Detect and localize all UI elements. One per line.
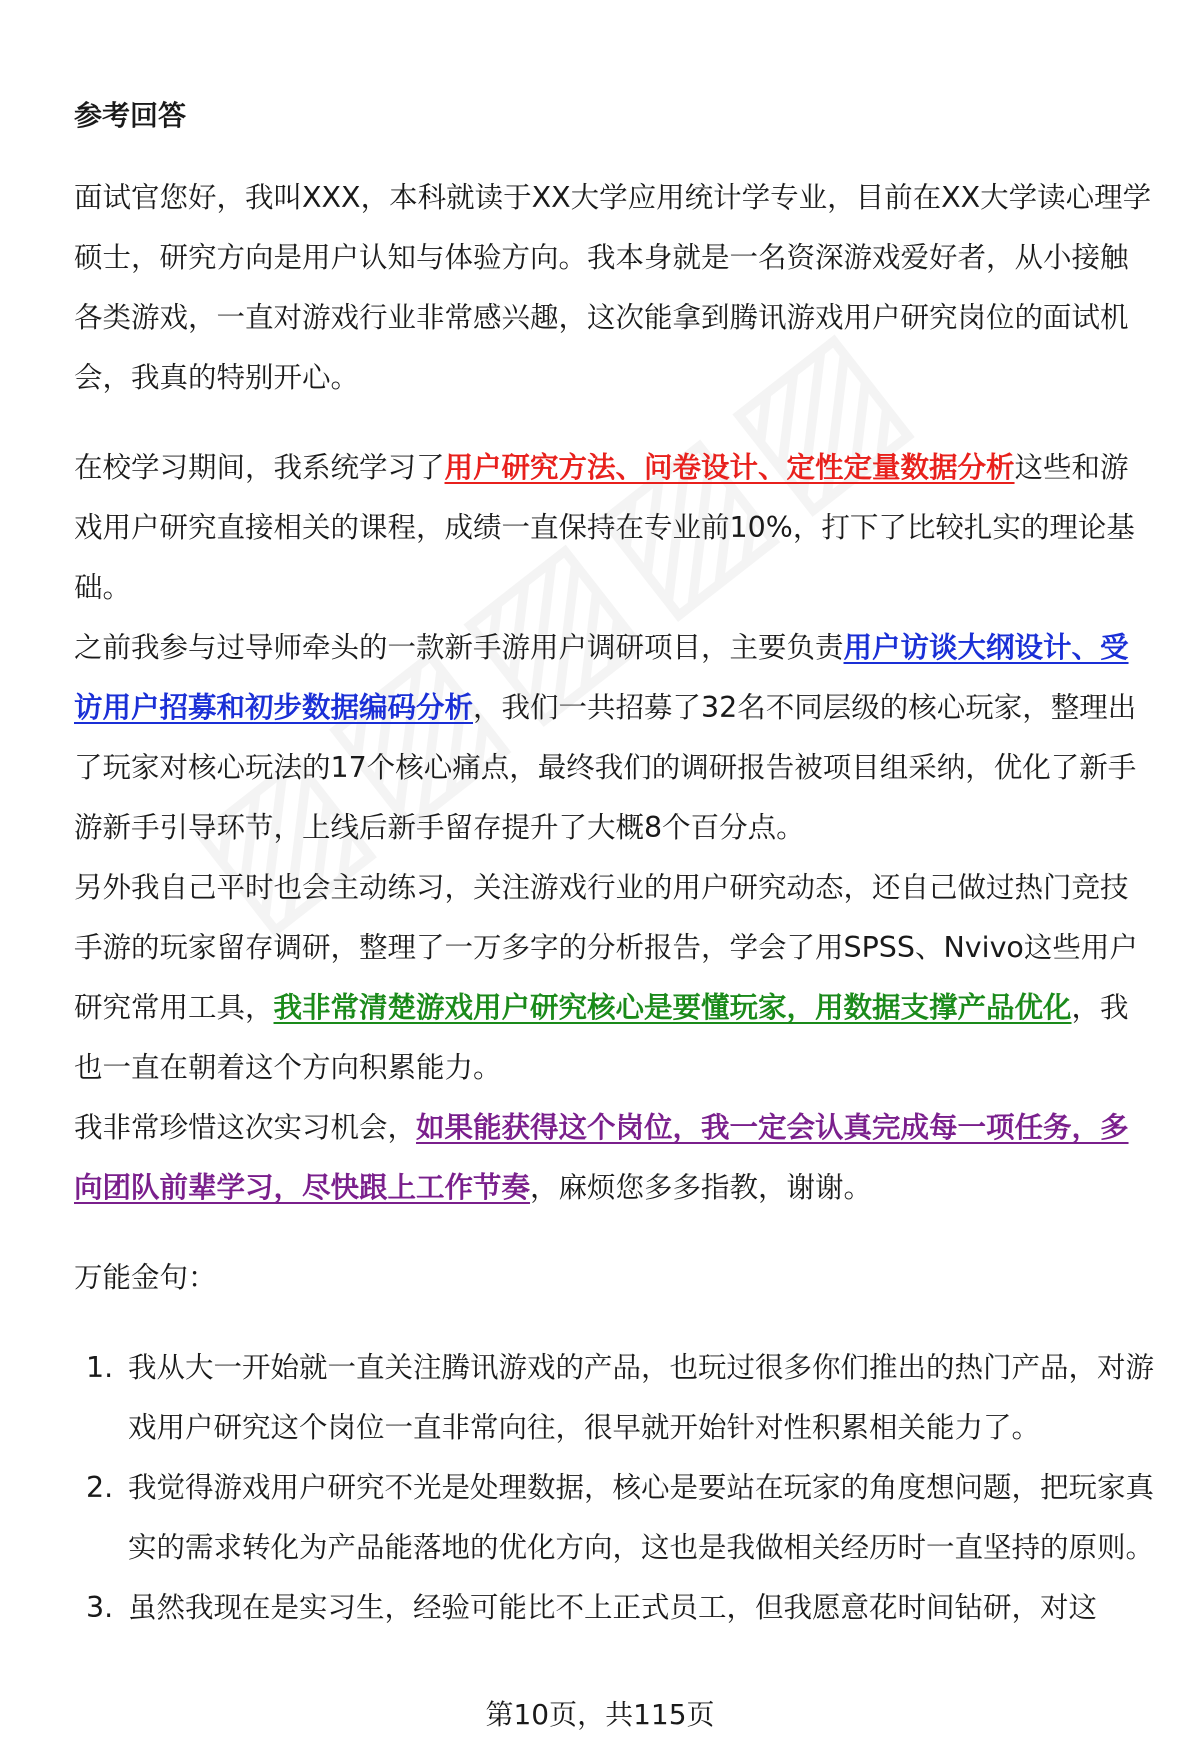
paragraph-project: [74, 618, 1154, 858]
paragraph-practice-text-1: 另外我自己平时也会主动练习，关注游戏行业的用户研究动态，还自己做过热门竞技手游的玩家留存调研，整理了一万多字的分析报告，学会了用SPSS、Nvivo这些用户研究常用工具，: [74, 871, 1138, 1024]
section-heading: 参考回答: [74, 99, 187, 132]
paragraph-study-text-1: 在校学习期间，我系统学习了: [74, 451, 445, 484]
list-item-text: 我觉得游戏用户研究不光是处理数据，核心是要站在玩家的角度想问题，把玩家真实的需求转化为产品能落地的优化方向，这也是我做相关经历时一直坚持的原则。: [128, 1471, 1155, 1564]
paragraph-project-text-1: 之前我参与过导师牵头的一款新手游用户调研项目，主要负责: [74, 631, 844, 664]
list-item-number: 1.: [86, 1351, 114, 1384]
list-item-text: 我从大一开始就一直关注腾讯游戏的产品，也玩过很多你们推出的热门产品，对游戏用户研究这个岗位一直非常向往，很早就开始针对性积累相关能力了。: [128, 1351, 1155, 1444]
paragraph-closing-text-2: ，麻烦您多多指教，谢谢。: [530, 1171, 873, 1204]
paragraph-study: [74, 438, 1154, 618]
paragraph-practice: [74, 858, 1154, 1098]
list-item-text: 虽然我现在是实习生，经验可能比不上正式员工，但我愿意花时间钻研，对这: [128, 1591, 1098, 1624]
paragraph-study-text-2: 这些和游戏用户研究直接相关的课程，成绩一直保持在专业前10%，打下了比较扎实的理论基础。: [74, 451, 1135, 604]
answer-body: [74, 168, 1154, 1638]
list-item: [74, 1458, 1154, 1578]
highlight-blue: 用户访谈大纲设计、受访用户招募和初步数据编码分析: [74, 631, 1129, 724]
paragraph-gap: [74, 1218, 1154, 1248]
paragraph-closing: [74, 1098, 1154, 1218]
quotes-label: 万能金句：: [74, 1261, 217, 1294]
list-item: [74, 1338, 1154, 1458]
highlight-red: 用户研究方法、问卷设计、定性定量数据分析: [444, 451, 1015, 484]
paragraph-project-text-2: ，我们一共招募了32名不同层级的核心玩家，整理出了玩家对核心玩法的17个核心痛点，最终我们的调研报告被项目组采纳，优化了新手游新手引导环节，上线后新手留存提升了大概8个百分点。: [74, 691, 1137, 844]
paragraph-practice-text-2: ，我也一直在朝着这个方向积累能力。: [74, 991, 1129, 1084]
highlight-purple: 如果能获得这个岗位，我一定会认真完成每一项任务，多向团队前辈学习，尽快跟上工作节奏: [74, 1111, 1129, 1204]
quotes-list: [74, 1338, 1154, 1638]
paragraph-gap: [74, 408, 1154, 438]
paragraph-closing-text-1: 我非常珍惜这次实习机会，: [74, 1111, 417, 1144]
paragraph-intro: 面试官您好，我叫XXX，本科就读于XX大学应用统计学专业，目前在XX大学读心理学硕士，研究方向是用户认知与体验方向。我本身就是一名资深游戏爱好者，从小接触各类游戏，一直对游戏行业非常感兴趣，这次能拿到腾讯游戏用户研究岗位的面试机会，我真的特别开心。: [74, 181, 1152, 394]
list-item: [74, 1578, 1154, 1638]
highlight-green: 我非常清楚游戏用户研究核心是要懂玩家，用数据支撑产品优化: [273, 991, 1072, 1024]
page-footer: 第10页，共115页: [485, 1698, 715, 1731]
list-item-number: 3.: [86, 1591, 114, 1624]
list-item-number: 2.: [86, 1471, 114, 1504]
